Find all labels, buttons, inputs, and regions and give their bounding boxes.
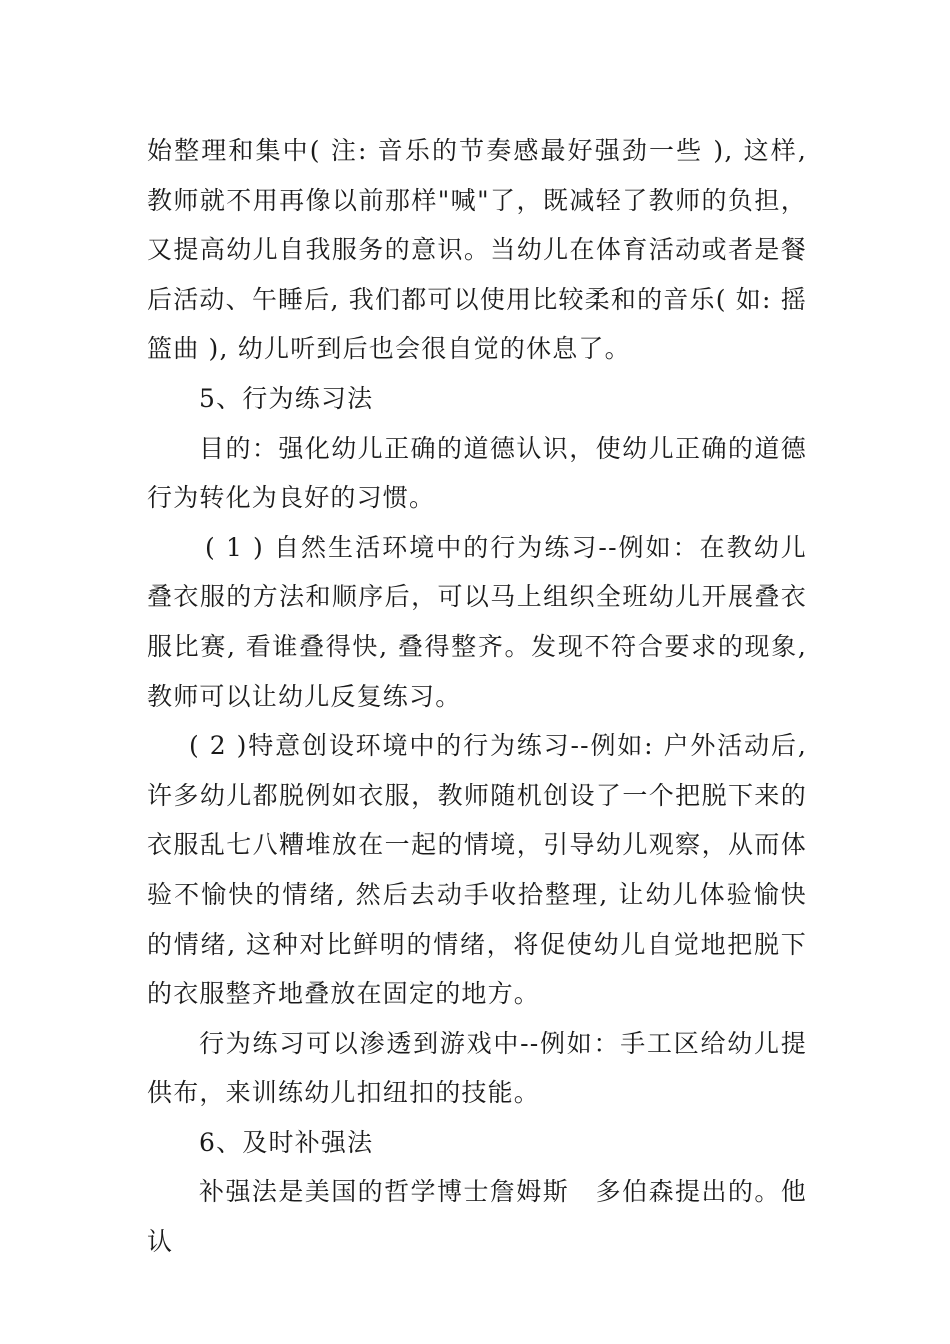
- paragraph-game-practice: 行为练习可以渗透到游戏中--例如：手工区给幼儿提供布，来训练幼儿扣纽扣的技能。: [147, 1028, 807, 1108]
- paragraph-reinforcement: 补强法是美国的哲学博士詹姆斯 多伯森提出的。他认: [147, 1177, 807, 1257]
- paragraph-purpose: 目的：强化幼儿正确的道德认识，使幼儿正确的道德行为转化为良好的习惯。: [147, 433, 807, 513]
- paragraph-item-1: ( 1 ) 自然生活环境中的行为练习--例如：在教幼儿叠衣服的方法和顺序后，可以马上组织全班幼儿开展叠衣服比赛, 看谁叠得快, 叠得整齐。发现不符合要求的现象, 教师可以让幼儿反复练习。: [147, 532, 807, 711]
- section-heading-5: 5、行为练习法: [199, 383, 374, 413]
- section-heading-6: 6、及时补强法: [199, 1127, 374, 1157]
- document-body: [147, 126, 807, 1267]
- paragraph-item-2: ( 2 )特意创设环境中的行为练习--例如: 户外活动后, 许多幼儿都脱例如衣服，教师随机创设了一个把脱下来的衣服乱七八糟堆放在一起的情境，引导幼儿观察，从而体验不愉快的情绪, 然后去动手收拾整理, 让幼儿体验愉快的情绪, 这种对比鲜明的情绪，将促使幼儿自觉地把脱下的衣服整齐地叠放在固定的地方。: [147, 731, 807, 1009]
- paragraph-continuation: 始整理和集中( 注: 音乐的节奏感最好强劲一些 ), 这样, 教师就不用再像以前那样"喊"了，既减轻了教师的负担，又提高幼儿自我服务的意识。当幼儿在体育活动或者是餐后活动、午睡后, 我们都可以使用比较柔和的音乐( 如: 摇篮曲 ), 幼儿听到后也会很自觉的休息了。: [147, 136, 807, 364]
